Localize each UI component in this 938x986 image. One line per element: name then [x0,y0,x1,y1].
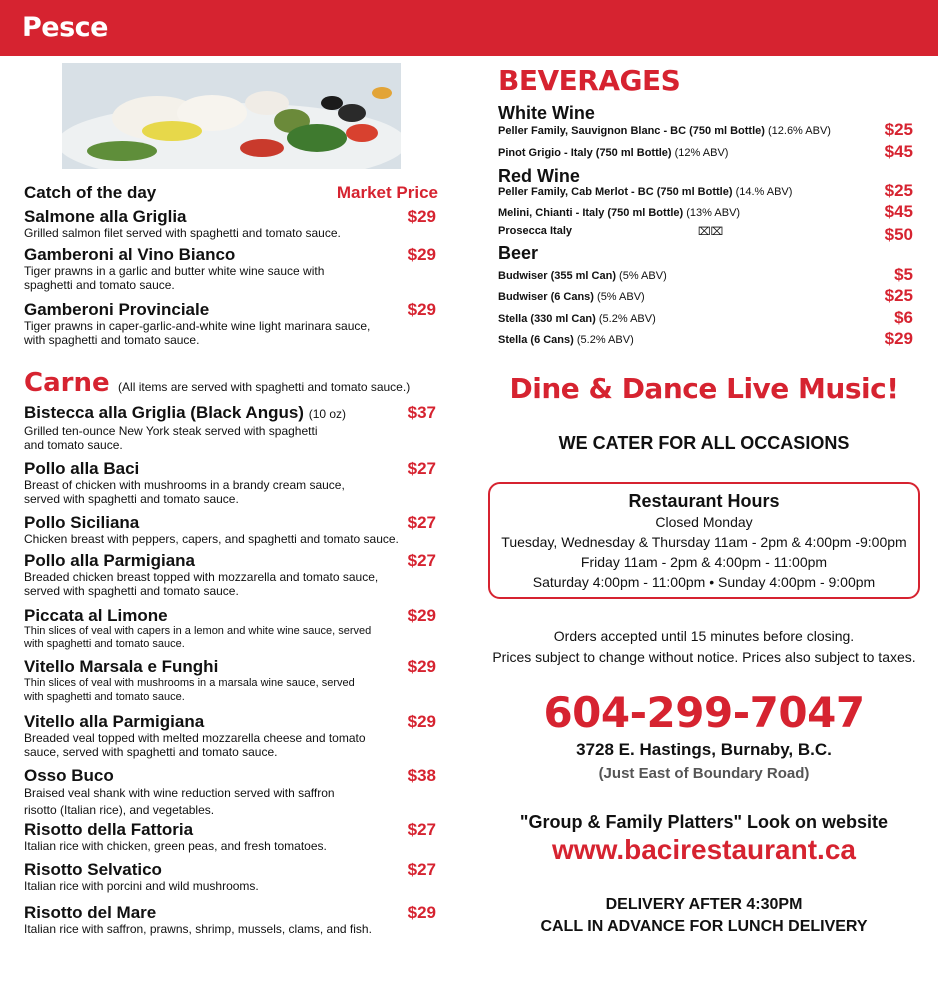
item-name: Pollo Siciliana [24,513,140,532]
item-desc: Breast of chicken with mushrooms in a brandy cream sauce, [24,478,345,492]
hours-line: Closed Monday [655,514,753,530]
beverage-price: $45 [884,142,913,161]
beverage-category: Beer [498,243,539,263]
item-price: $27 [407,551,436,570]
item-price: $27 [407,513,436,532]
item-desc: Grilled salmon filet served with spaghetti and tomato sauce. [24,226,341,240]
item-price: $38 [407,766,436,785]
item-desc: Thin slices of veal with mushrooms in a marsala wine sauce, served [24,677,355,689]
beverage-item: Melini, Chianti - Italy (750 ml Bottle) (13% ABV) $45 [498,202,913,221]
item-desc: served with spaghetti and tomato sauce. [24,584,239,598]
carne-title: Carne [24,368,110,398]
item-name: Risotto del Mare [24,903,157,922]
menu-item [24,245,444,292]
item-desc: spaghetti and tomato sauce. [24,278,175,292]
item-name: Gamberoni al Vino Bianco [24,245,236,264]
item-desc: Chicken breast with peppers, capers, and spaghetti and tomato sauce. [24,532,399,546]
beverage-item: Peller Family, Cab Merlot - BC (750 ml Bottle) (14.% ABV) $25 [498,181,913,200]
menu-item [24,207,444,240]
beverage-category: Red Wine [498,166,580,186]
order-notes [470,626,938,668]
beverage-item: Budwiser (6 Cans) (5% ABV) $25 [498,286,913,305]
item-desc: Italian rice with porcini and wild mushrooms. [24,879,259,893]
note-line: Prices subject to change without notice. Prices also subject to taxes. [492,649,916,665]
menu-item [24,403,444,452]
platters-line: "Group & Family Platters" Look on website [519,812,889,832]
catch-label: Catch of the day [24,183,157,202]
menu-item [24,300,444,347]
item-desc: risotto (Italian rice), and vegetables. [24,803,215,817]
beverage-price: $5 [894,265,913,284]
beverage-item: Prosecca Italy ⌧⌧ $50 [498,225,913,244]
cater-line: WE CATER FOR ALL OCCASIONS [558,433,850,453]
beverage-price: $25 [884,181,913,200]
dine-dance-headline: Dine & Dance Live Music! [509,372,899,405]
beverages-title: BEVERAGES [498,64,681,97]
item-name: Piccata al Limone [24,606,168,625]
menu-item [24,766,444,819]
item-name: Osso Buco [24,766,114,785]
item-name: Risotto della Fattoria [24,820,194,839]
hours-line: Saturday 4:00pm - 11:00pm • Sunday 4:00pm - 9:00pm [532,574,876,590]
item-desc: Italian rice with saffron, prawns, shrimp, mussels, clams, and fish. [24,922,372,936]
item-desc: Thin slices of veal with capers in a lemon and white wine sauce, served [24,625,372,637]
menu-item [24,860,444,893]
item-name: Vitello alla Parmigiana [24,712,205,731]
note-line: Orders accepted until 15 minutes before closing. [553,628,855,644]
menu-item [24,712,444,759]
item-price: $29 [407,712,436,731]
item-price: $27 [407,820,436,839]
item-name: Bistecca alla Griglia (Black Angus) (10 oz) [24,403,347,422]
beverage-price: $45 [884,202,913,221]
item-desc: Italian rice with chicken, green peas, and fresh tomatoes. [24,839,327,853]
item-desc: with spaghetti and tomato sauce. [24,638,185,650]
item-price: $27 [407,860,436,879]
phone-number[interactable]: 604-299-7047 [543,688,865,737]
item-desc: Tiger prawns in caper-garlic-and-white wine light marinara sauce, [24,319,371,333]
item-price: $29 [407,606,436,625]
item-desc: sauce, served with spaghetti and tomato sauce. [24,745,278,759]
item-name: Vitello Marsala e Funghi [24,657,219,676]
beverage-price: $6 [894,308,913,327]
item-price: $29 [407,657,436,676]
menu-item [24,551,444,598]
menu-item [24,513,444,546]
item-desc: with spaghetti and tomato sauce. [24,691,185,703]
item-desc: and tomato sauce. [24,438,123,452]
menu-item [24,657,444,704]
menu-item [24,903,444,936]
beverage-item: Budwiser (355 ml Can) (5% ABV) $5 [498,265,913,284]
beverage-category: White Wine [498,103,595,123]
item-desc: Tiger prawns in a garlic and butter white wine sauce with [24,264,325,278]
delivery-line: DELIVERY AFTER 4:30PM [605,896,803,913]
item-price: $29 [407,300,436,319]
hours-line: Tuesday, Wednesday & Thursday 11am - 2pm & 4:00pm -9:00pm [501,534,907,550]
item-price: $27 [407,459,436,478]
beverage-item: Stella (6 Cans) (5.2% ABV) $29 [498,329,913,348]
item-price: $37 [407,403,436,422]
item-price: $29 [407,245,436,264]
menu-item [24,459,444,506]
item-price: $29 [407,903,436,922]
restaurant-hours-box [488,482,920,599]
beverage-price: $25 [884,286,913,305]
section-title-pesce: Pesce [22,12,108,43]
menu-item [24,606,444,651]
item-name: Risotto Selvatico [24,860,162,879]
beverage-price: $29 [884,329,913,348]
beverage-item: Stella (330 ml Can) (5.2% ABV) $6 [498,308,913,327]
item-name: Gamberoni Provinciale [24,300,210,319]
item-desc: Breaded chicken breast topped with mozzarella and tomato sauce, [24,570,379,584]
carne-heading [24,368,410,398]
hours-line: Friday 11am - 2pm & 4:00pm - 11:00pm [580,554,828,570]
item-desc: with spaghetti and tomato sauce. [24,333,200,347]
delivery-info [470,894,938,938]
beverage-item: Peller Family, Sauvignon Blanc - BC (750 ml Bottle) (12.6% ABV) $25 [498,120,913,139]
delivery-line: CALL IN ADVANCE FOR LUNCH DELIVERY [540,918,868,935]
item-name: Pollo alla Baci [24,459,140,478]
menu-item [24,820,444,853]
seafood-plate-photo [62,63,401,169]
item-desc: served with spaghetti and tomato sauce. [24,492,239,506]
item-name: Pollo alla Parmigiana [24,551,196,570]
beverage-item: Pinot Grigio - Italy (750 ml Bottle) (12% ABV) $45 [498,142,913,161]
catch-price: Market Price [336,183,438,202]
carne-note: (All items are served with spaghetti and tomato sauce.) [118,380,411,394]
address-note: (Just East of Boundary Road) [598,765,810,782]
catch-of-the-day [24,183,438,203]
item-desc: Breaded veal topped with melted mozzarella cheese and tomato [24,731,366,745]
section-banner [0,0,938,56]
website-link[interactable]: www.bacirestaurant.ca [552,834,856,865]
address: 3728 E. Hastings, Burnaby, B.C. [576,740,832,759]
item-name: Salmone alla Griglia [24,207,187,226]
beverage-price: $25 [884,120,913,139]
beverage-price: $50 [884,225,913,244]
item-desc: Grilled ten-ounce New York steak served with spaghetti [24,424,318,438]
hours-title: Restaurant Hours [628,491,780,511]
item-desc: Braised veal shank with wine reduction served with saffron [24,786,335,800]
item-price: $29 [407,207,436,226]
